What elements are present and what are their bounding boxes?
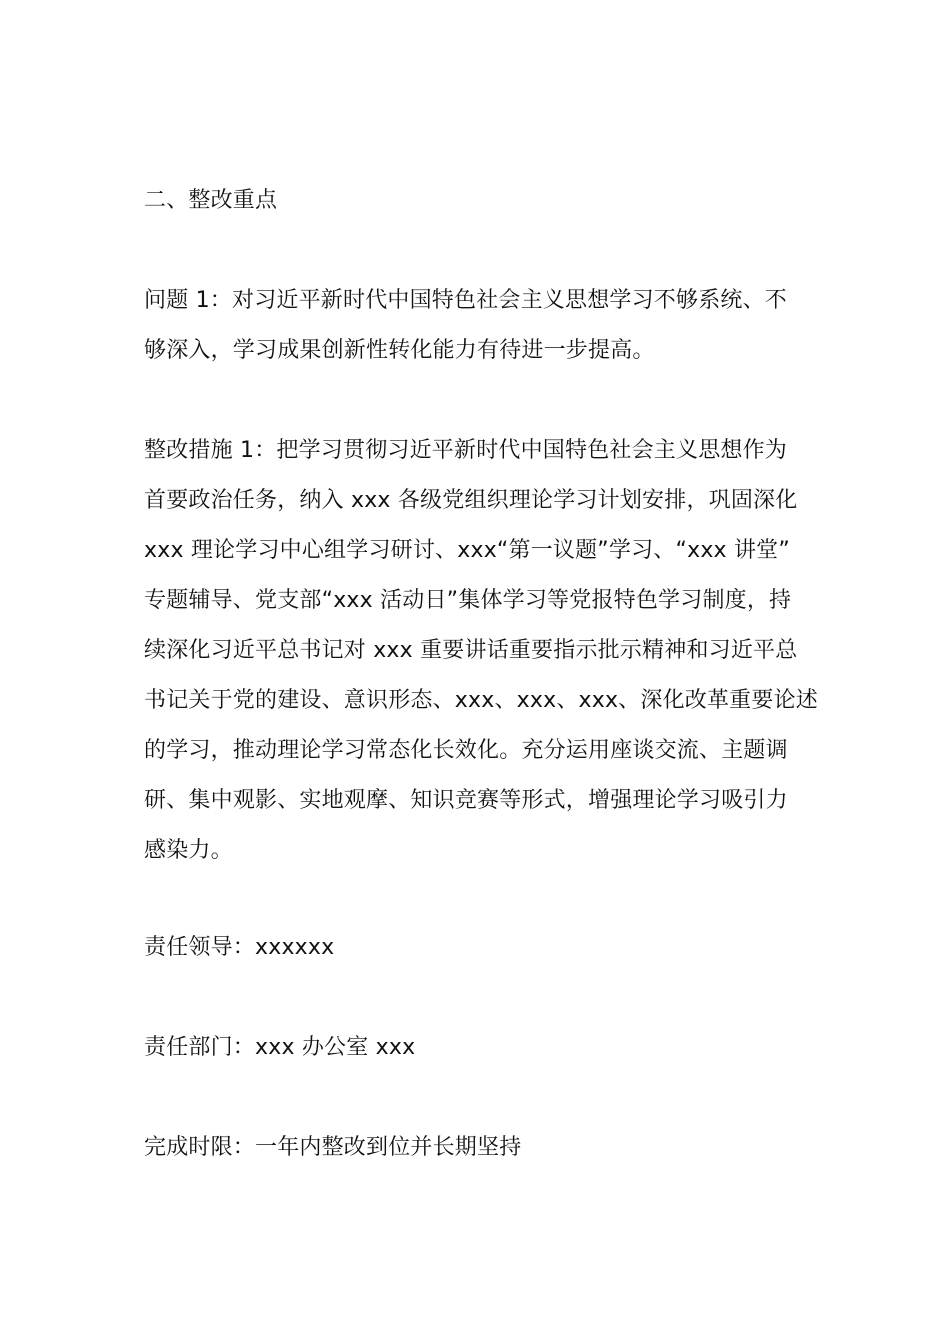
measure-line: 的学习，推动理论学习常态化长效化。充分运用座谈交流、主题调 (144, 738, 788, 763)
measure-line: 续深化习近平总书记对 xxx 重要讲话重要指示批示精神和习近平总 (144, 638, 798, 663)
measure-line: 研、集中观影、实地观摩、知识竞赛等形式，增强理论学习吸引力 (144, 788, 788, 813)
problem-paragraph (144, 276, 810, 376)
completion-deadline (144, 1123, 810, 1173)
section-heading (144, 176, 810, 226)
measure-line: 感染力。 (144, 838, 233, 863)
measure-line: 书记关于党的建设、意识形态、xxx、xxx、xxx、深化改革重要论述 (144, 688, 818, 713)
measure-line: 首要政治任务，纳入 xxx 各级党组织理论学习计划安排，巩固深化 (144, 488, 798, 513)
leader-text: 责任领导：xxxxxx (144, 935, 335, 960)
measure-paragraph (144, 426, 818, 876)
measure-line: 整改措施 1：把学习贯彻习近平新时代中国特色社会主义思想作为 (144, 438, 787, 463)
heading-text: 二、整改重点 (144, 188, 278, 213)
responsible-department (144, 1023, 810, 1073)
deadline-text: 完成时限：一年内整改到位并长期坚持 (144, 1135, 522, 1160)
measure-line: xxx 理论学习中心组学习研讨、xxx“第一议题”学习、“xxx 讲堂” (144, 538, 790, 563)
problem-line: 问题 1：对习近平新时代中国特色社会主义思想学习不够系统、不 (144, 288, 787, 313)
responsible-leader (144, 923, 810, 973)
department-text: 责任部门：xxx 办公室 xxx (144, 1035, 416, 1060)
problem-line: 够深入，学习成果创新性转化能力有待进一步提高。 (144, 338, 655, 363)
measure-line: 专题辅导、党支部“xxx 活动日”集体学习等党报特色学习制度，持 (144, 588, 792, 613)
